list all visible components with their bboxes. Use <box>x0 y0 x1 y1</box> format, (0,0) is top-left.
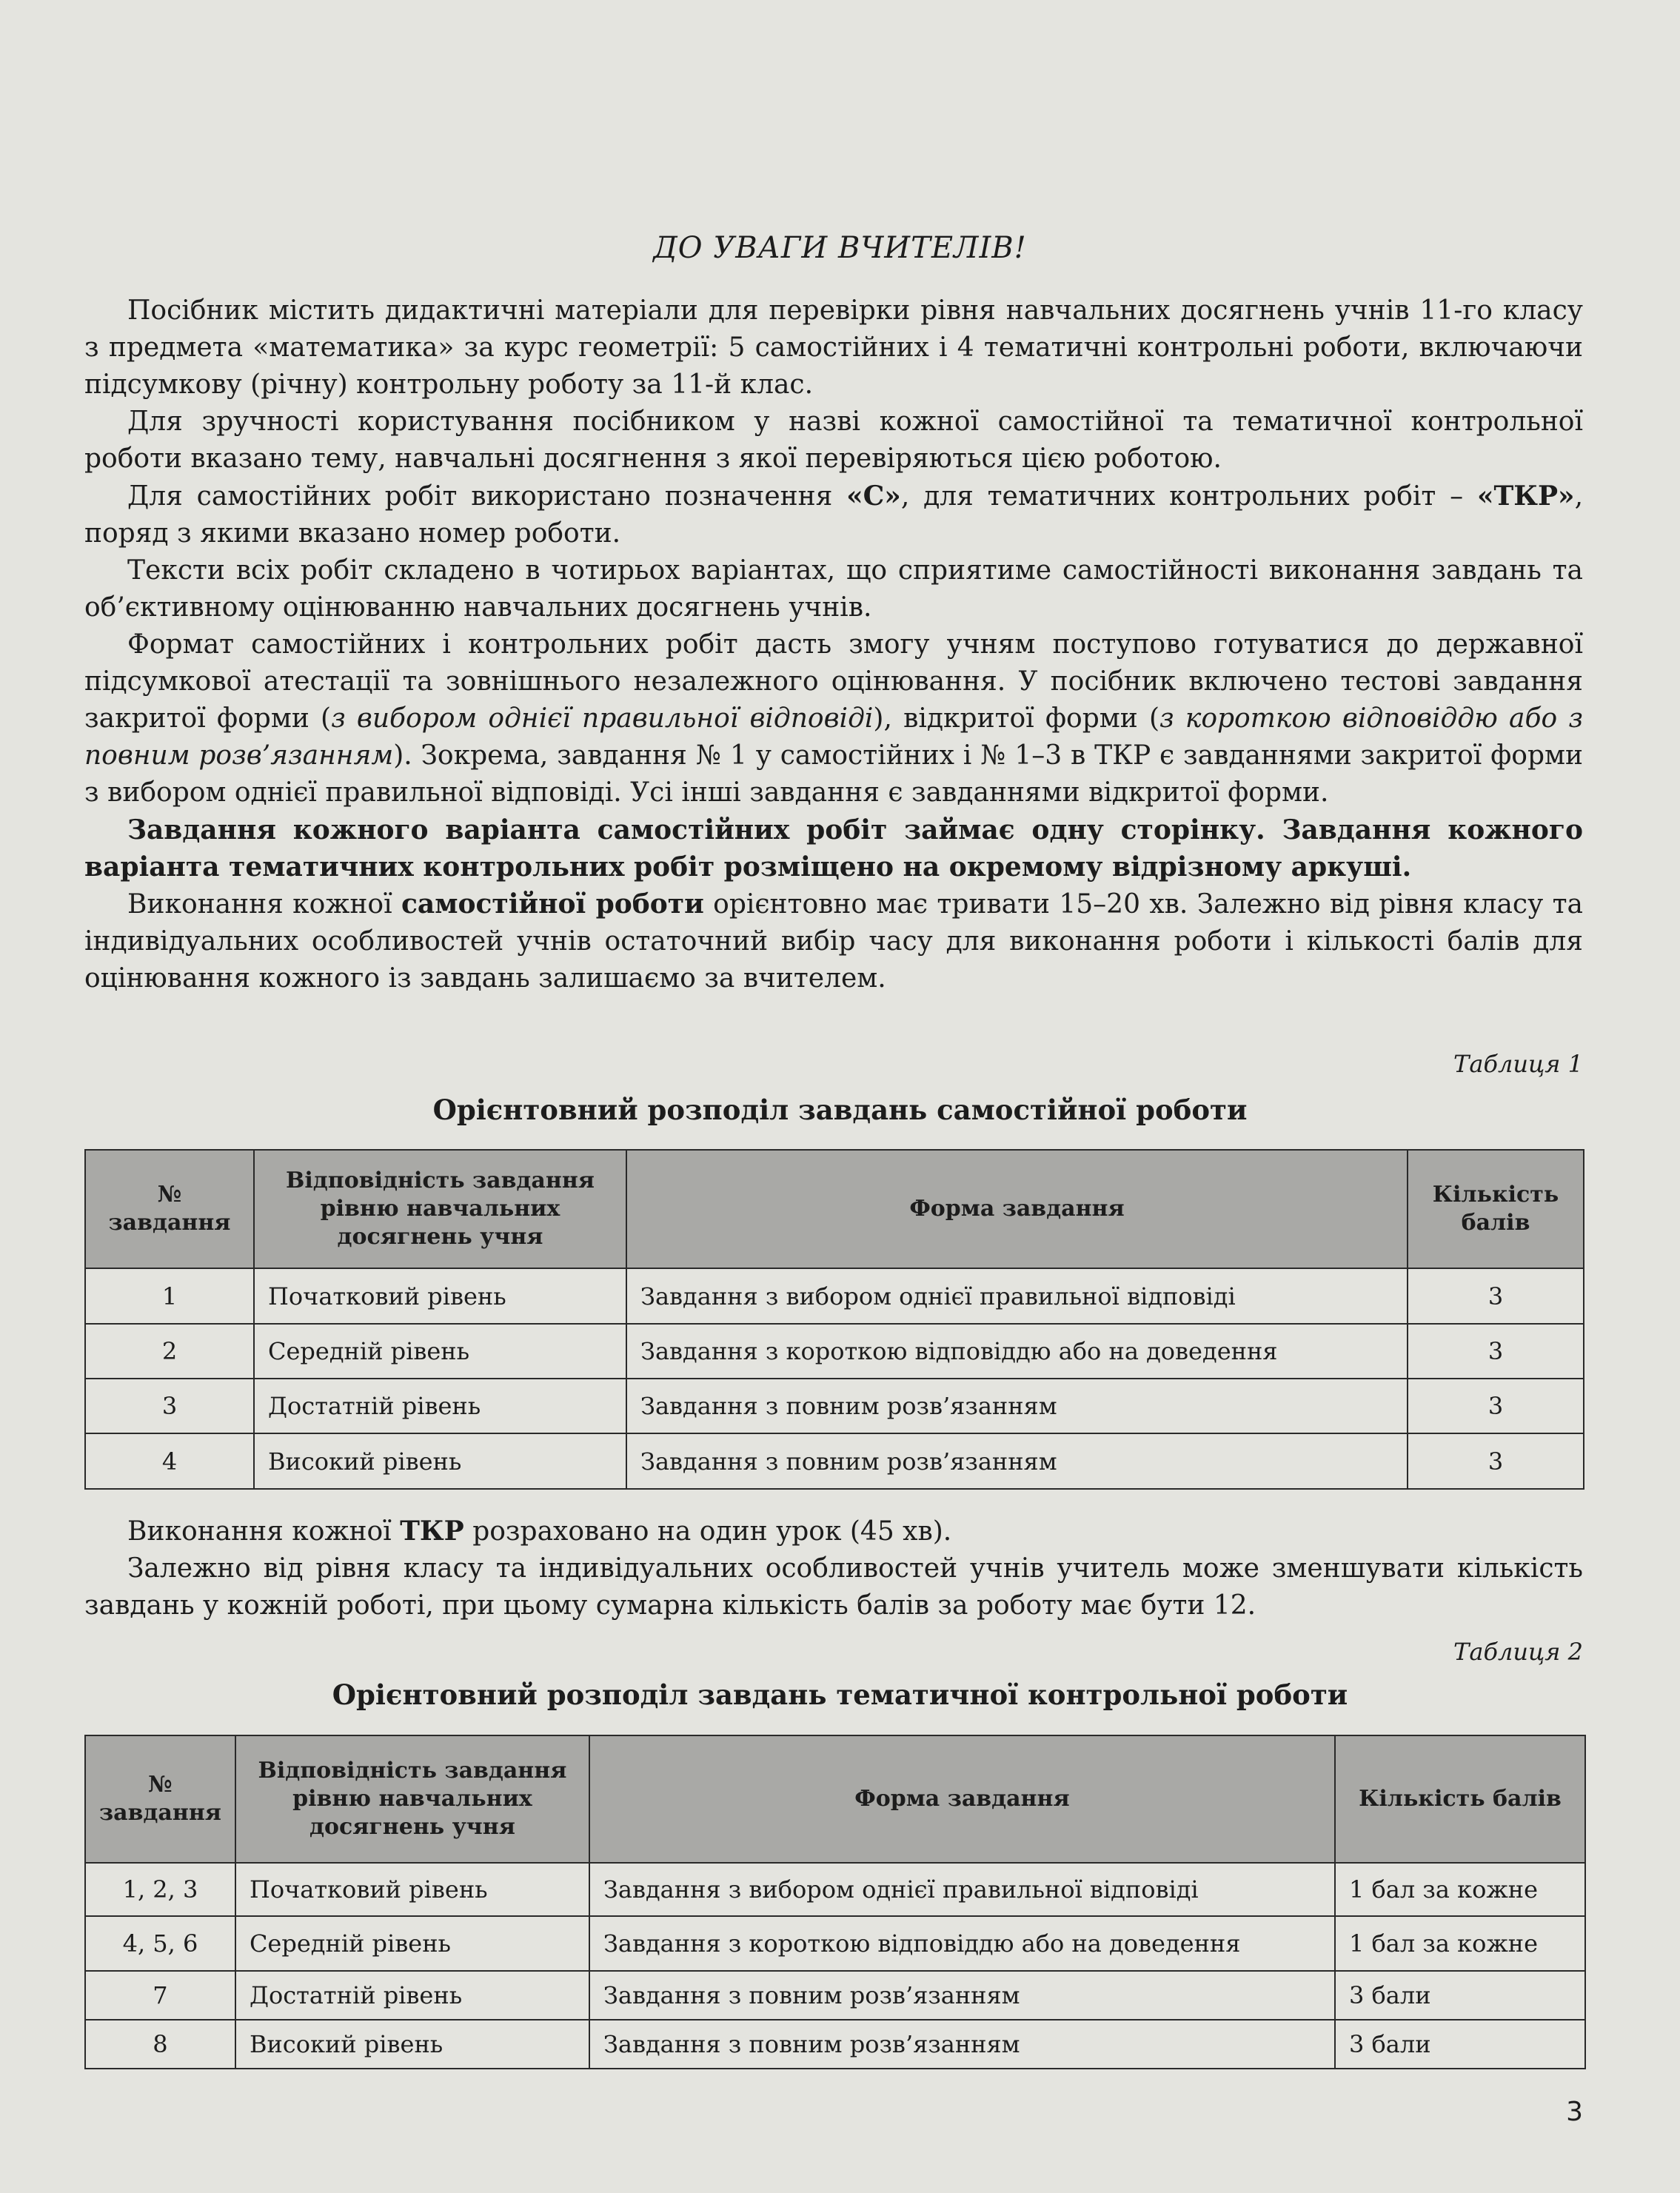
table2-cell: Достатній рівень <box>235 1971 589 2020</box>
table1-header-cell: № завдання <box>85 1150 254 1268</box>
table1-cell: 3 <box>1408 1433 1584 1489</box>
p5-part-d: з короткою відповіддю або з повним розв’язанням <box>84 703 1583 771</box>
table1-header-cell: Форма завдання <box>626 1150 1408 1268</box>
table1-caption: Таблиця 1 <box>1453 1050 1583 1078</box>
table2-cell: Завдання з вибором однієї правильної відповіді <box>589 1863 1335 1916</box>
table1-cell: 3 <box>1408 1379 1584 1433</box>
table2-caption: Таблиця 2 <box>1453 1638 1583 1666</box>
table2-cell: 3 бали <box>1335 2020 1585 2069</box>
table1-cell: Завдання з вибором однієї правильної відповіді <box>626 1268 1408 1324</box>
table2-cell: Завдання з повним розв’язанням <box>589 2020 1335 2069</box>
table2-row <box>85 1863 1585 1916</box>
p3-part-a: Для самостійних робіт використано позначення <box>127 481 847 512</box>
table1-cell: 3 <box>85 1379 254 1433</box>
table1-cell: 3 <box>1408 1324 1584 1379</box>
table2-row <box>85 2020 1585 2069</box>
paragraph-9: Залежно від рівня класу та індивідуальних особливостей учнів учитель може зменшувати кількість завдань у кожній роботі, при цьому сумарна кількість балів за роботу має бути 12. <box>84 1553 1583 1621</box>
table2-cell: 4, 5, 6 <box>85 1916 235 1971</box>
table2-cell: 1, 2, 3 <box>85 1863 235 1916</box>
paragraph-7 <box>84 885 1583 997</box>
table1-cell: Початковий рівень <box>254 1268 626 1324</box>
table2-header-row <box>85 1735 1585 1863</box>
p5-part-c: ), відкритої форми ( <box>873 703 1159 734</box>
p5-part-b: з вибором однієї правильної відповіді <box>331 703 874 734</box>
table2-cell: 3 бали <box>1335 1971 1585 2020</box>
table2-cell: Початковий рівень <box>235 1863 589 1916</box>
table2-cell: 7 <box>85 1971 235 2020</box>
p3-part-b: «С» <box>846 481 901 512</box>
table2-cell: 1 бал за кожне <box>1335 1916 1585 1971</box>
table1-cell: 4 <box>85 1433 254 1489</box>
table1-row <box>85 1324 1584 1379</box>
table1-row <box>85 1268 1584 1324</box>
table1-cell: Завдання з короткою відповіддю або на доведення <box>626 1324 1408 1379</box>
table1-cell: Високий рівень <box>254 1433 626 1489</box>
p7-part-c: орієнтовно має тривати 15–20 хв. Залежно від рівня класу та індивідуальних особливостей учнів остаточний вибір часу для виконання роботи і кількості балів для оцінювання кожного із завдань залишаємо за вчителем. <box>84 889 1584 994</box>
p3-part-c: , для тематичних контрольних робіт – <box>900 481 1477 512</box>
table2-header-cell: № завдання <box>85 1735 235 1863</box>
paragraph-1: Посібник містить дидактичні матеріали для перевірки рівня навчальних досягнень учнів 11-го класу з предмета «математика» за курс геометрії: 5 самостійних і 4 тематичні контрольні роботи, включаючи підсумкову (річну) контрольну роботу за 11-й клас. <box>84 295 1583 400</box>
paragraph-8 <box>84 1513 1583 1550</box>
table2-header-cell: Кількість балів <box>1335 1735 1585 1863</box>
tkr-text <box>84 1513 1583 1624</box>
paragraph-2: Для зручності користування посібником у назві кожної самостійної та тематичної контрольної роботи вказано тему, навчальні досягнення з якої перевіряються цією роботою. <box>84 406 1583 474</box>
page-number: 3 <box>1566 2097 1583 2127</box>
table1-cell: Завдання з повним розв’язанням <box>626 1433 1408 1489</box>
table2-row <box>85 1971 1585 2020</box>
table1-title: Орієнтовний розподіл завдань самостійної роботи <box>432 1094 1248 1126</box>
table2-cell: 1 бал за кожне <box>1335 1863 1585 1916</box>
table1-header-cell: Кількість балів <box>1408 1150 1584 1268</box>
table2-cell: Високий рівень <box>235 2020 589 2069</box>
table1-header-cell: Відповідність завдання рівню навчальних досягнень учня <box>254 1150 626 1268</box>
table1-cell: 3 <box>1408 1268 1584 1324</box>
p3-part-e: , поряд з якими вказано номер роботи. <box>84 481 1584 549</box>
page-title: ДО УВАГИ ВЧИТЕЛІВ! <box>653 231 1027 265</box>
p5-part-e: ). Зокрема, завдання № 1 у самостійних і № 1–3 в ТКР є завданнями закритої форми з вибором однієї правильної відповіді. Усі інші завдання є завданнями відкритої форми. <box>84 740 1583 808</box>
table1-cell: 2 <box>85 1324 254 1379</box>
p3-part-d: «ТКР» <box>1476 481 1575 512</box>
table2-header-cell: Відповідність завдання рівню навчальних досягнень учня <box>235 1735 589 1863</box>
p8-part-a: Виконання кожної <box>127 1516 401 1547</box>
table1-cell: Середній рівень <box>254 1324 626 1379</box>
table2-row <box>85 1916 1585 1971</box>
table1-row <box>85 1379 1584 1433</box>
table1-cell: Достатній рівень <box>254 1379 626 1433</box>
table1-cell: Завдання з повним розв’язанням <box>626 1379 1408 1433</box>
p5-part-a: Формат самостійних і контрольних робіт дасть змогу учням поступово готуватися до державної підсумкової атестації та зовнішнього незалежного оцінювання. У посібник включено тестові завдання закритої форми ( <box>84 629 1583 734</box>
p8-part-c: розраховано на один урок (45 хв). <box>463 1516 952 1547</box>
p7-part-a: Виконання кожної <box>127 889 401 920</box>
table2 <box>84 1735 1586 2069</box>
table1-row <box>85 1433 1584 1489</box>
table1-header-row <box>85 1150 1584 1268</box>
table2-title: Орієнтовний розподіл завдань тематичної контрольної роботи <box>332 1678 1348 1711</box>
table2-header-cell: Форма завдання <box>589 1735 1335 1863</box>
table2-cell: 8 <box>85 2020 235 2069</box>
table2-cell: Середній рівень <box>235 1916 589 1971</box>
table1 <box>84 1149 1584 1490</box>
paragraph-3 <box>84 478 1583 552</box>
p7-part-b: самостійної роботи <box>401 888 704 920</box>
paragraph-6: Завдання кожного варіанта самостійних робіт займає одну сторінку. Завдання кожного варіанта тематичних контрольних робіт розміщено на окремому відрізному аркуші. <box>84 814 1583 883</box>
table2-cell: Завдання з короткою відповіддю або на доведення <box>589 1916 1335 1971</box>
p8-part-b: ТКР <box>400 1516 464 1547</box>
intro-text <box>84 292 1583 997</box>
paragraph-4: Тексти всіх робіт складено в чотирьох варіантах, що сприятиме самостійності виконання завдань та об’єктивному оцінюванню навчальних досягнень учнів. <box>84 555 1583 623</box>
table1-cell: 1 <box>85 1268 254 1324</box>
paragraph-5 <box>84 626 1583 811</box>
table2-cell: Завдання з повним розв’язанням <box>589 1971 1335 2020</box>
